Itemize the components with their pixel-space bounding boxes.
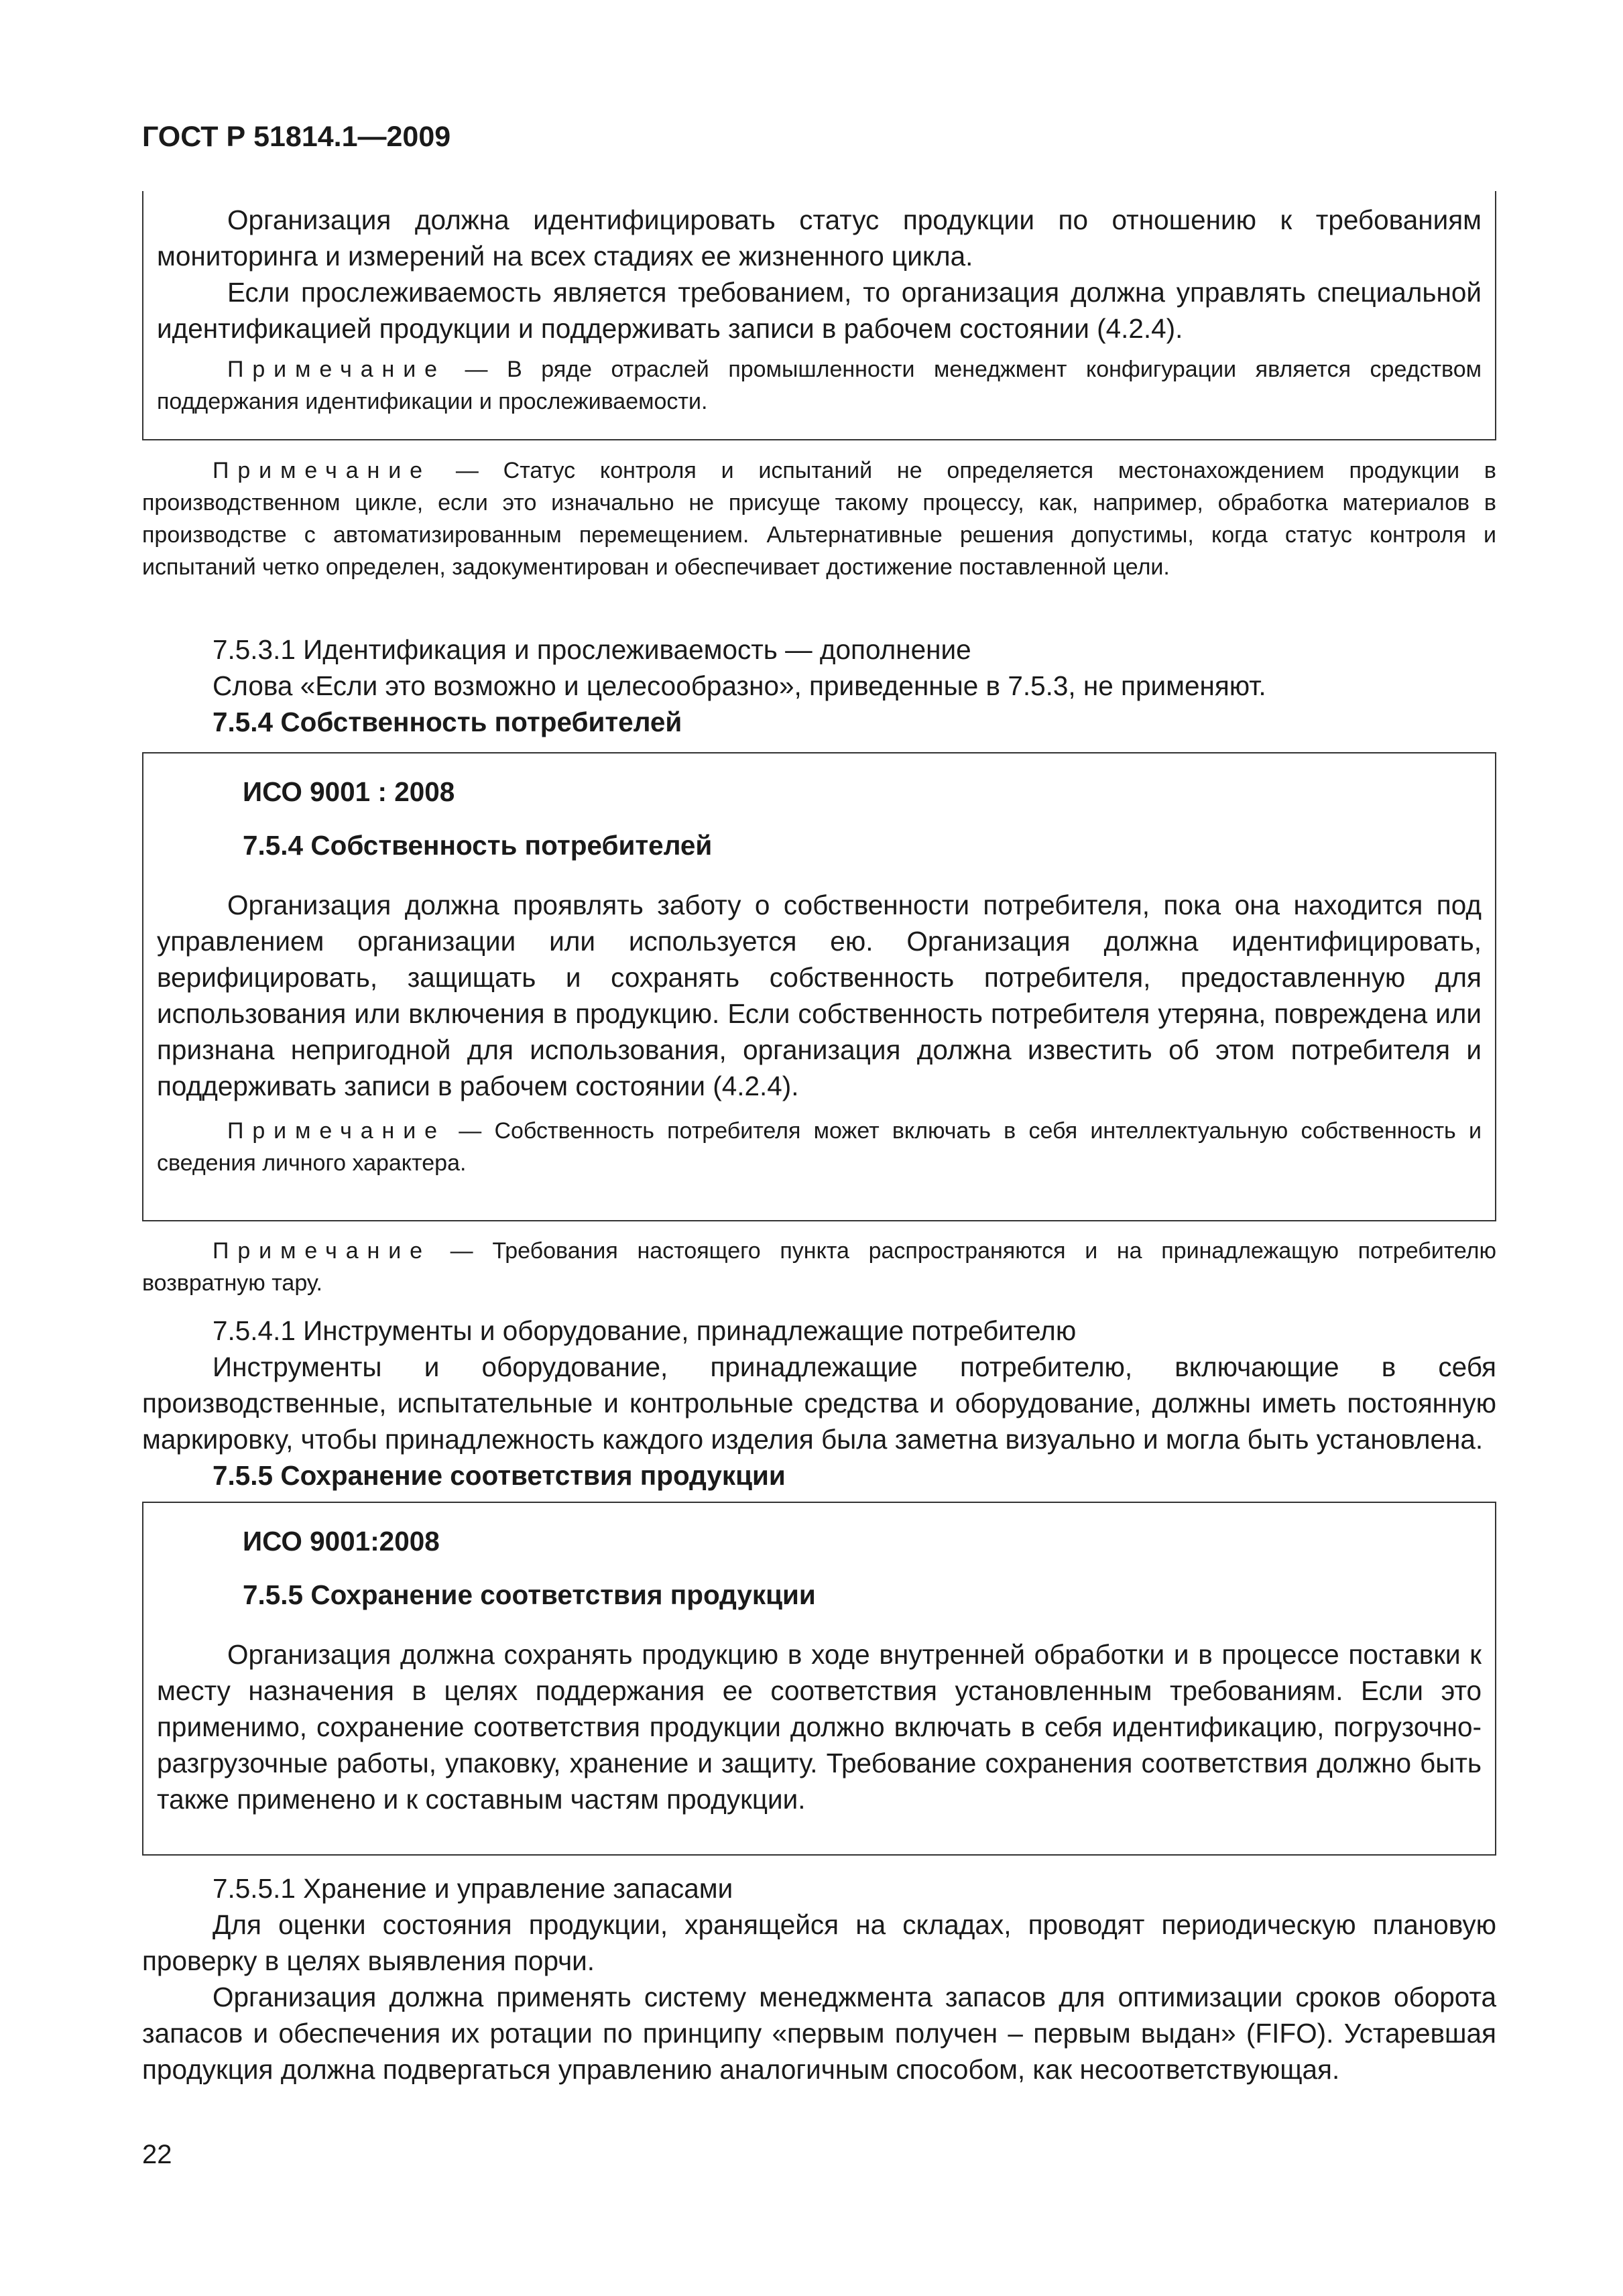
note-paragraph (142, 455, 1496, 583)
section-7551-title: 7.5.5.1 Хранение и управление запасами (213, 1873, 733, 1904)
note-block-2 (142, 1235, 1496, 1299)
section-7531 (142, 631, 1496, 740)
section-755-title: 7.5.5 Сохранение соответствия продукции (213, 1460, 786, 1491)
note-text: — Собственность потребителя может включать в себя интеллектуальную собственность и сведения личного характера. (157, 1118, 1482, 1176)
box3-heading: 7.5.5 Сохранение соответствия продукции (243, 1579, 816, 1610)
box2-note (157, 1115, 1482, 1179)
section-7541 (142, 1313, 1496, 1494)
section-7531-title: 7.5.3.1 Идентификация и прослеживаемость — дополнение (213, 634, 971, 665)
section-7551-paragraph-1: Для оценки состояния продукции, хранящейся на складах, проводят периодическую плановую проверку в целях выявления порчи. (142, 1909, 1496, 1976)
note-paragraph (142, 1235, 1496, 1299)
note-label: Примечание (227, 1118, 446, 1144)
note-text: — Требования настоящего пункта распространяются и на принадлежащую потребителю возвратную тару. (142, 1238, 1496, 1296)
box1-note (157, 353, 1482, 418)
note-block-1 (142, 455, 1496, 583)
box3-standard-ref: ИСО 9001:2008 (243, 1526, 440, 1557)
note-label: Примечание (213, 458, 431, 483)
box3-paragraph: Организация должна сохранять продукцию в ходе внутренней обработки и в процессе поставки к месту назначения в целях поддержания ее соответствия установленным требованиям. Если это применимо, сохранение соответствия продукции должно включать в себя идентификацию, погрузочно-разгрузочные работы, упаковку, хранение и защиту. Требование сохранения соответствия должно быть также применено и к составным частям продукции. (157, 1639, 1482, 1815)
note-text: — Статус контроля и испытаний не определяется местонахождением продукции в производственном цикле, если это изначально не присуще такому процессу, как, например, обработка материалов в производстве с автоматизированным перемещением. Альтернативные решения допустимы, когда статус контроля и испытаний четко определен, задокументирован и обеспечивает достижение поставленной цели. (142, 458, 1496, 580)
section-754-title: 7.5.4 Собственность потребителей (213, 707, 682, 737)
box1-paragraph-1: Организация должна идентифицировать статус продукции по отношению к требованиям мониторинга и измерений на всех стадиях ее жизненного цикла. (157, 204, 1482, 271)
note-label: Примечание (227, 357, 446, 382)
note-text: — В ряде отраслей промышленности менеджмент конфигурации является средством поддержания идентификации и прослеживаемости. (157, 357, 1482, 414)
box1-paragraph-2: Если прослеживаемость является требованием, то организация должна управлять специальной идентификацией продукции и поддерживать записи в рабочем состоянии (4.2.4). (157, 277, 1482, 344)
page-number: 22 (142, 2140, 172, 2169)
section-7541-title: 7.5.4.1 Инструменты и оборудование, принадлежащие потребителю (213, 1315, 1077, 1346)
box2-standard-ref: ИСО 9001 : 2008 (243, 776, 455, 807)
iso-quote-box-3 (142, 1502, 1496, 1856)
box2-paragraph: Организация должна проявлять заботу о собственности потребителя, пока она находится под управлением организации или используется ею. Организация должна идентифицировать, верифицировать, защищать и сохранять собственность потребителя, предоставленную для использования или включения в продукцию. Если собственность потребителя утеряна, повреждена или признана непригодной для использования, организация должна известить об этом потребителя и поддерживать записи в рабочем состоянии (4.2.4). (157, 890, 1482, 1101)
section-7531-text: Слова «Если это возможно и целесообразно», приведенные в 7.5.3, не применяют. (213, 670, 1266, 701)
box2-heading: 7.5.4 Собственность потребителей (243, 830, 713, 861)
section-7551-paragraph-2: Организация должна применять систему менеджмента запасов для оптимизации сроков оборота запасов и обеспечения их ротации по принципу «первым получен – первым выдан» (FIFO). Устаревшая продукция должна подвергаться управлению аналогичным способом, как несоответствующая. (142, 1982, 1496, 2085)
note-label: Примечание (213, 1238, 431, 1264)
iso-quote-box-1 (142, 191, 1496, 440)
iso-quote-box-2 (142, 752, 1496, 1221)
section-7551 (142, 1870, 1496, 2088)
standard-header: ГОСТ Р 51814.1—2009 (142, 121, 451, 153)
section-7541-text: Инструменты и оборудование, принадлежащие потребителю, включающие в себя производственные, испытательные и контрольные средства и оборудование, должны иметь постоянную маркировку, чтобы принадлежность каждого изделия была заметна визуально и могла быть установлена. (142, 1351, 1496, 1455)
